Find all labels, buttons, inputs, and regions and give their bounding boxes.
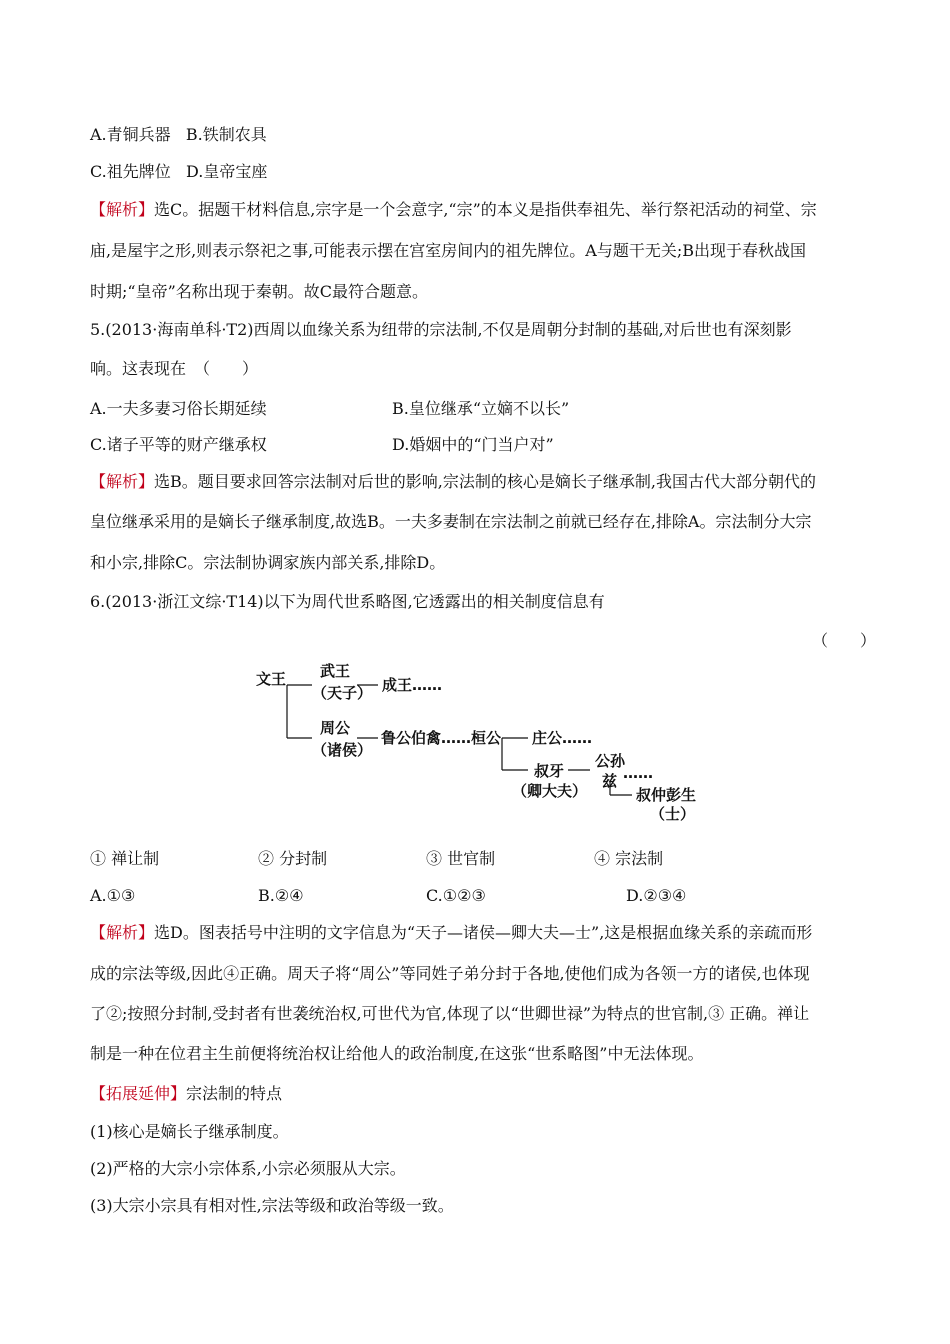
q6-choice-a: A.①③ xyxy=(90,886,136,905)
q6-item-4: ④ 宗法制 xyxy=(594,849,664,868)
q5-option-c: C.诸子平等的财产继承权 xyxy=(90,435,267,454)
q4-analysis-line-1: 【解析】选C。据题干材料信息,宗字是一个会意字,“宗”的本义是指供奉祖先、举行祭祀活动的祠堂、宗 xyxy=(90,200,817,219)
q4-option-c: C.祖先牌位 xyxy=(90,162,171,181)
label-tianzi: （天子） xyxy=(312,684,373,702)
label-shi: （士） xyxy=(650,805,696,823)
label-zhuhou: （诸侯） xyxy=(312,741,373,759)
node-zhougong: 周公 xyxy=(320,719,351,737)
q5-stem-line-2: 响。这表现在 （ ） xyxy=(90,359,259,378)
extension-point-1: (1)核心是嫡长子继承制度。 xyxy=(90,1122,289,1141)
q5-option-d: D.婚姻中的“门当户对” xyxy=(392,435,554,454)
node-gongsun: 公孙 xyxy=(595,752,626,770)
q6-choice-b: B.②④ xyxy=(258,886,304,905)
q6-item-3: ③ 世官制 xyxy=(426,849,496,868)
node-shuya: 叔牙 xyxy=(534,762,565,780)
q6-item-2: ② 分封制 xyxy=(258,849,328,868)
q6-item-1: ① 禅让制 xyxy=(90,849,160,868)
q6-analysis-line-1: 【解析】选D。图表括号中注明的文字信息为“天子—诸侯—卿大夫—士”,这是根据血缘关系的亲疏而形 xyxy=(90,923,813,942)
q4-options-row-1 xyxy=(90,124,267,146)
q6-answer-paren: （ ） xyxy=(812,631,877,650)
q5-analysis-tag: 【解析】 xyxy=(90,472,155,491)
extension-point-2: (2)严格的大宗小宗体系,小宗必须服从大宗。 xyxy=(90,1159,406,1178)
q6-choice-c: C.①②③ xyxy=(426,886,486,905)
q4-analysis-line-3: 时期;“皇帝”名称出现于秦朝。故C最符合题意。 xyxy=(90,282,428,301)
extension-point-3: (3)大宗小宗具有相对性,宗法等级和政治等级一致。 xyxy=(90,1196,454,1215)
node-chengwang: 成王…… xyxy=(382,676,443,694)
extension-heading xyxy=(90,1083,282,1105)
q5-analysis-line-3: 和小宗,排除C。宗法制协调家族内部关系,排除D。 xyxy=(90,553,446,572)
q4-options-row-2 xyxy=(90,161,267,183)
q4-analysis-line-2: 庙,是屋宇之形,则表示祭祀之事,可能表示摆在宫室房间内的祖先牌位。A与题干无关;B出现于春秋战国 xyxy=(90,241,806,260)
node-gongsun-dots: …… xyxy=(623,764,653,782)
q6-choice-d: D.②③④ xyxy=(626,886,687,905)
extension-title: 宗法制的特点 xyxy=(186,1084,283,1103)
node-zi: 兹 xyxy=(602,772,618,790)
q4-option-a: A.青铜兵器 xyxy=(90,125,171,144)
genealogy-diagram xyxy=(250,660,710,830)
q6-analysis-line-4: 制是一种在位君主生前便将统治权让给他人的政治制度,在这张“世系略图”中无法体现。 xyxy=(90,1044,704,1063)
extension-tag: 【拓展延伸】 xyxy=(90,1084,187,1103)
q4-option-b: B.铁制农具 xyxy=(185,125,267,144)
q4-analysis-tag: 【解析】 xyxy=(90,200,155,219)
q5-option-a: A.一夫多妻习俗长期延续 xyxy=(90,399,267,418)
q5-stem-line-1: 5.(2013·海南单科·T2)西周以血缘关系为纽带的宗法制,不仅是周朝分封制的基础,对后世也有深刻影 xyxy=(90,320,792,339)
node-zhuanggong: 庄公…… xyxy=(532,729,593,747)
node-wuwang: 武王 xyxy=(320,662,351,680)
q5-analysis-line-2: 皇位继承采用的是嫡长子继承制度,故选B。一夫多妻制在宗法制之前就已经存在,排除A。宗法制分大宗 xyxy=(90,512,812,531)
q6-analysis-tag: 【解析】 xyxy=(90,923,155,942)
q5-analysis-line-1: 【解析】选B。题目要求回答宗法制对后世的影响,宗法制的核心是嫡长子继承制,我国古代大部分朝代的 xyxy=(90,472,816,491)
q6-analysis-line-3: 了②;按照分封制,受封者有世袭统治权,可世代为官,体现了以“世卿世禄”为特点的世官制,③ 正确。禅让 xyxy=(90,1004,810,1023)
q6-analysis-line-2: 成的宗法等级,因此④正确。周天子将“周公”等同姓子弟分封于各地,使他们成为各领一方的诸侯,也体现 xyxy=(90,964,810,983)
node-lugong-huangong: 鲁公伯禽……桓公 xyxy=(381,729,502,747)
label-qingdafu: （卿大夫） xyxy=(512,782,588,800)
q5-option-b: B.皇位继承“立嫡不以长” xyxy=(392,399,570,418)
node-shuzhong-pengsheng: 叔仲彭生 xyxy=(636,786,697,804)
node-wenwang: 文王 xyxy=(256,670,287,688)
q4-option-d: D.皇帝宝座 xyxy=(186,162,268,181)
q6-stem: 6.(2013·浙江文综·T14)以下为周代世系略图,它透露出的相关制度信息有 xyxy=(90,592,605,611)
